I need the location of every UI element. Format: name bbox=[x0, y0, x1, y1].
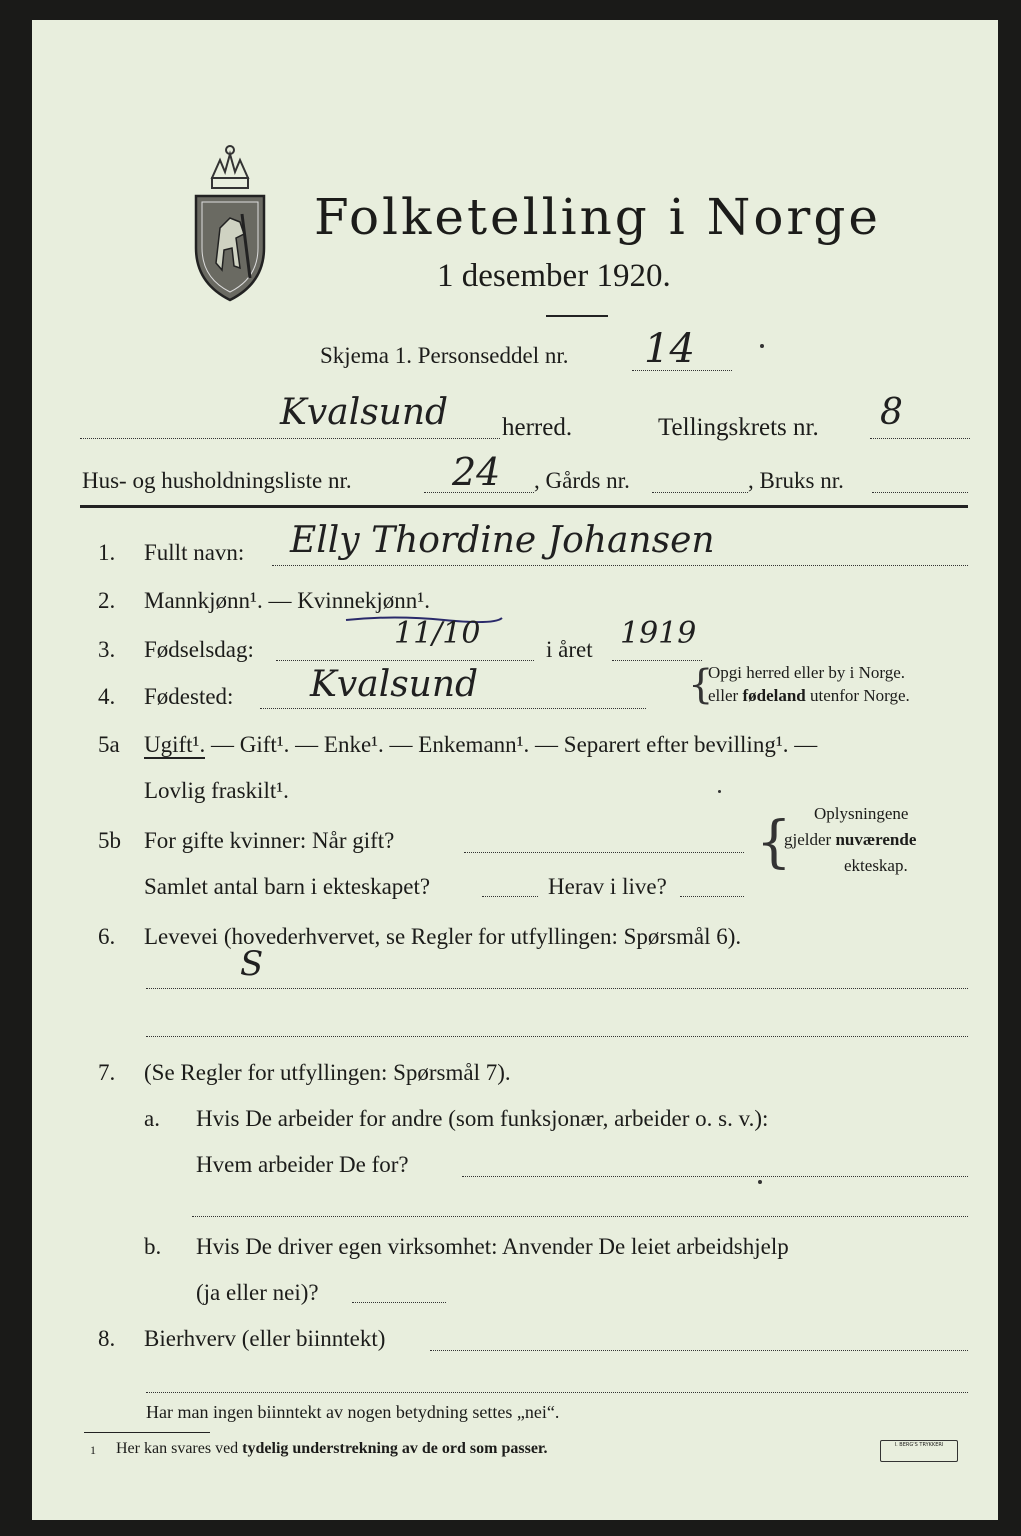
q4-note-line2: eller fødeland utenfor Norge. bbox=[708, 686, 910, 705]
herred-line bbox=[80, 438, 500, 439]
gards-label: , Gårds nr. bbox=[534, 468, 630, 493]
full-name-line bbox=[272, 565, 968, 566]
stray-mark-3 bbox=[758, 1180, 762, 1184]
q6-label: Levevei (hovederhvervet, se Regler for utfyllingen: Spørsmål 6). bbox=[144, 924, 742, 949]
married-when-line bbox=[464, 852, 744, 853]
q1-number: 1. bbox=[98, 540, 116, 565]
q3-number: 3. bbox=[98, 637, 116, 662]
herred-value[interactable]: Kvalsund bbox=[280, 392, 449, 433]
tellingskrets-value[interactable]: 8 bbox=[880, 392, 903, 433]
birthplace-value[interactable]: Kvalsund bbox=[310, 664, 479, 705]
tellingskrets-label: Tellingskrets nr. bbox=[658, 414, 819, 441]
q7a-text: Hvis De arbeider for andre (som funksjonær, arbeider o. s. v.): bbox=[196, 1106, 769, 1131]
q1-label: Fullt navn: bbox=[144, 540, 245, 565]
q2-number: 2. bbox=[98, 588, 116, 613]
q7-number: 7. bbox=[98, 1060, 116, 1085]
marital-status-options: Ugift¹. — Gift¹. — Enke¹. — Enkemann¹. — Separert efter bevilling¹. — bbox=[144, 732, 818, 757]
occupation-value[interactable]: S bbox=[240, 944, 264, 984]
gards-line bbox=[652, 492, 748, 493]
herred-label: herred. bbox=[502, 414, 573, 441]
q5b-note2: gjelder nuværende bbox=[784, 830, 917, 849]
hired-help-line bbox=[352, 1302, 446, 1303]
header-rule bbox=[80, 505, 968, 508]
q7a-letter: a. bbox=[144, 1106, 160, 1131]
personseddel-line bbox=[632, 370, 732, 371]
birthplace-line bbox=[260, 708, 646, 709]
bruks-label: , Bruks nr. bbox=[748, 468, 844, 493]
occupation-line-1 bbox=[146, 988, 968, 989]
occupation-line-2 bbox=[146, 1036, 968, 1037]
birth-year-line bbox=[612, 660, 702, 661]
stray-mark-2 bbox=[718, 790, 721, 793]
q3-label: Fødselsdag: bbox=[144, 637, 254, 662]
q8-number: 8. bbox=[98, 1326, 116, 1351]
tellingskrets-line bbox=[870, 438, 970, 439]
footnote-text: Her kan svares ved tydelig understrekning av de ord som passer. bbox=[116, 1440, 548, 1457]
q7b-text: Hvis De driver egen virksomhet: Anvender De leiet arbeidshjelp bbox=[196, 1234, 789, 1259]
q7b-yesno-label: (ja eller nei)? bbox=[196, 1280, 319, 1305]
personseddel-value[interactable]: 14 bbox=[644, 326, 695, 372]
household-value[interactable]: 24 bbox=[452, 450, 501, 494]
q5b-children-label: Samlet antal barn i ekteskapet? bbox=[144, 874, 431, 899]
side-income-line-2 bbox=[146, 1392, 968, 1393]
q7b-letter: b. bbox=[144, 1234, 162, 1259]
q5b-number: 5b bbox=[98, 828, 121, 853]
birth-year-value[interactable]: 1919 bbox=[620, 616, 697, 651]
stray-mark bbox=[760, 344, 764, 348]
employer-line-2 bbox=[192, 1216, 968, 1217]
q4-brace: { bbox=[688, 662, 714, 708]
gender-options: Mannkjønn¹. — Kvinnekjønn¹. bbox=[144, 588, 430, 613]
q5b-note3: ekteskap. bbox=[844, 856, 908, 875]
employer-line-1 bbox=[462, 1176, 968, 1177]
footer-note: Har man ingen biinntekt av nogen betydning settes „nei“. bbox=[146, 1402, 560, 1422]
coat-of-arms-icon bbox=[190, 138, 270, 308]
census-date: 1 desember 1920. bbox=[437, 258, 671, 294]
children-line bbox=[482, 896, 538, 897]
birthday-value[interactable]: 11/10 bbox=[394, 616, 481, 651]
q4-label: Fødested: bbox=[144, 684, 234, 709]
q4-number: 4. bbox=[98, 684, 116, 709]
full-name-value[interactable]: Elly Thordine Johansen bbox=[290, 520, 715, 561]
footnote-number: 1 bbox=[90, 1443, 96, 1457]
ugift-option: Ugift¹. bbox=[144, 732, 206, 757]
title-divider bbox=[546, 315, 608, 317]
census-form bbox=[32, 20, 998, 1520]
q4-note-line1: Opgi herred eller by i Norge. bbox=[708, 663, 906, 682]
alive-line bbox=[680, 896, 744, 897]
household-label: Hus- og husholdningsliste nr. bbox=[82, 468, 352, 493]
q7-label: (Se Regler for utfyllingen: Spørsmål 7). bbox=[144, 1060, 511, 1085]
birthday-line bbox=[276, 660, 534, 661]
lovlig-fraskilt: Lovlig fraskilt¹. bbox=[144, 778, 289, 803]
footnote-divider bbox=[84, 1432, 210, 1433]
household-line bbox=[424, 492, 534, 493]
q8-label: Bierhverv (eller biinntekt) bbox=[144, 1326, 386, 1351]
form-title: Folketelling i Norge bbox=[314, 188, 881, 246]
q5b-brace: { bbox=[756, 810, 792, 875]
personseddel-label: Skjema 1. Personseddel nr. bbox=[320, 343, 569, 368]
q6-number: 6. bbox=[98, 924, 116, 949]
bruks-line bbox=[872, 492, 968, 493]
printer-stamp: I. BERG'S TRYKKERI bbox=[880, 1440, 958, 1462]
q5b-label: For gifte kvinner: Når gift? bbox=[144, 828, 395, 853]
q5b-note1: Oplysningene bbox=[814, 804, 909, 823]
q5b-alive-label: Herav i live? bbox=[548, 874, 667, 899]
year-label: i året bbox=[546, 637, 593, 662]
q7a-employer-label: Hvem arbeider De for? bbox=[196, 1152, 409, 1177]
side-income-line-1 bbox=[430, 1350, 968, 1351]
q5a-number: 5a bbox=[98, 732, 120, 757]
